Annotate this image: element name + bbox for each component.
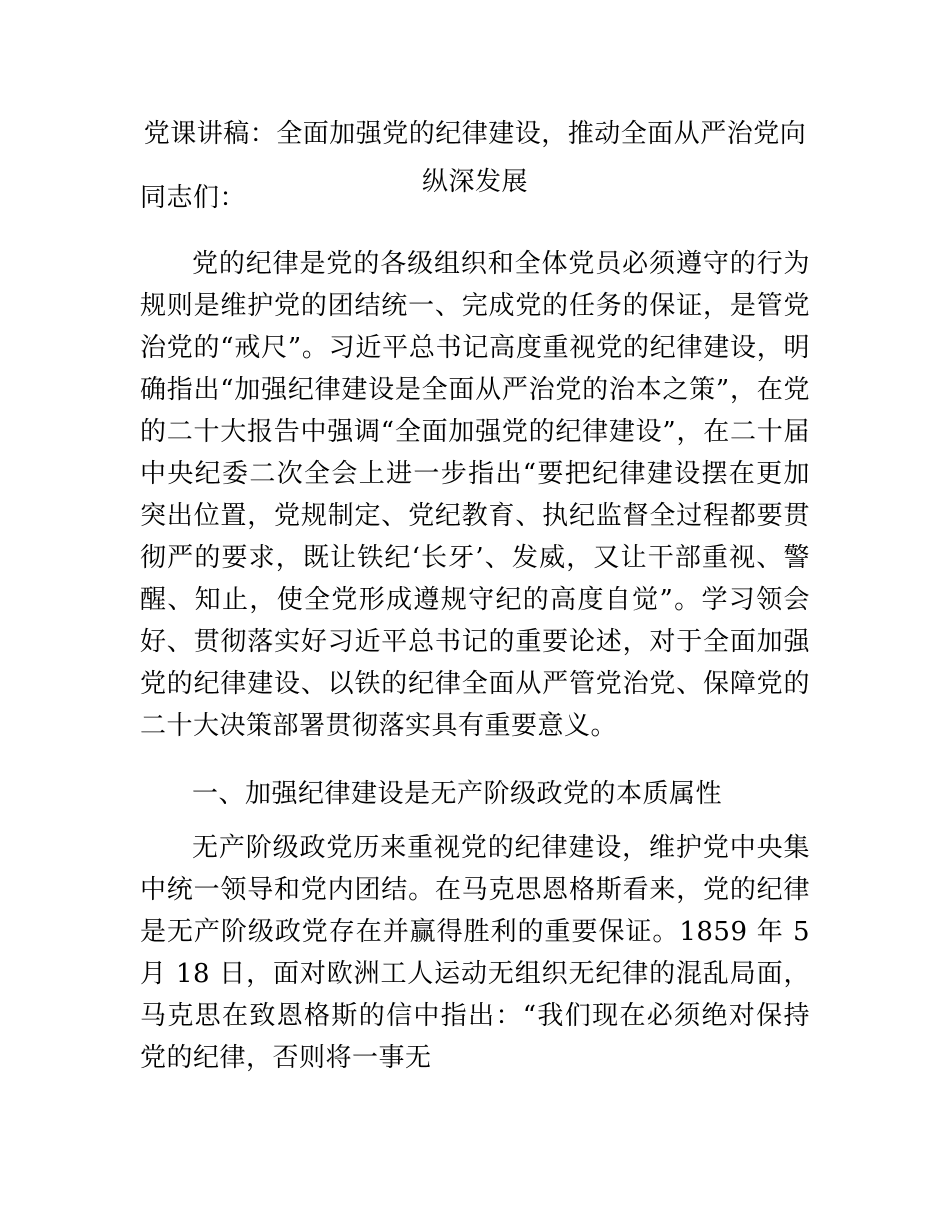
- section-heading: 一、加强纪律建设是无产阶级政党的本质属性: [192, 779, 723, 809]
- salutation: 同志们：: [140, 183, 247, 213]
- body-paragraph-intro: 党的纪律是党的各级组织和全体党员必须遵守的行为规则是维护党的团结统一、完成党的任务的保证，是管党治党的“戒尺”。习近平总书记高度重视党的纪律建设，明确指出“加强纪律建设是全面从严治党的治本之策”，在党的二十大报告中强调“全面加强党的纪律建设”，在二十届中央纪委二次全会上进一步指出“要把纪律建设摆在更加突出位置，党规制定、党纪教育、执纪监督全过程都要贯彻严的要求，既让铁纪‘长牙’、发威，又让干部重视、警醒、知止，使全党形成遵规守纪的高度自觉”。学习领会好、贯彻落实好习近平总书记的重要论述，对于全面加强党的纪律建设、以铁的纪律全面从严管党治党、保障党的二十大决策部署贯彻落实具有重要意义。: [140, 249, 810, 741]
- document-title: 党课讲稿：全面加强党的纪律建设，推动全面从严治党向纵深发展: [143, 119, 807, 197]
- body-paragraph-section: 无产阶级政党历来重视党的纪律建设，维护党中央集中统一领导和党内团结。在马克思恩格斯看来，党的纪律是无产阶级政党存在并赢得胜利的重要保证。1859 年 5 月 18 日，面对欧洲工人运动无组织无纪律的混乱局面，马克思在致恩格斯的信中指出：“我们现在必须绝对保持党的纪律，否则将一事无: [140, 833, 810, 1073]
